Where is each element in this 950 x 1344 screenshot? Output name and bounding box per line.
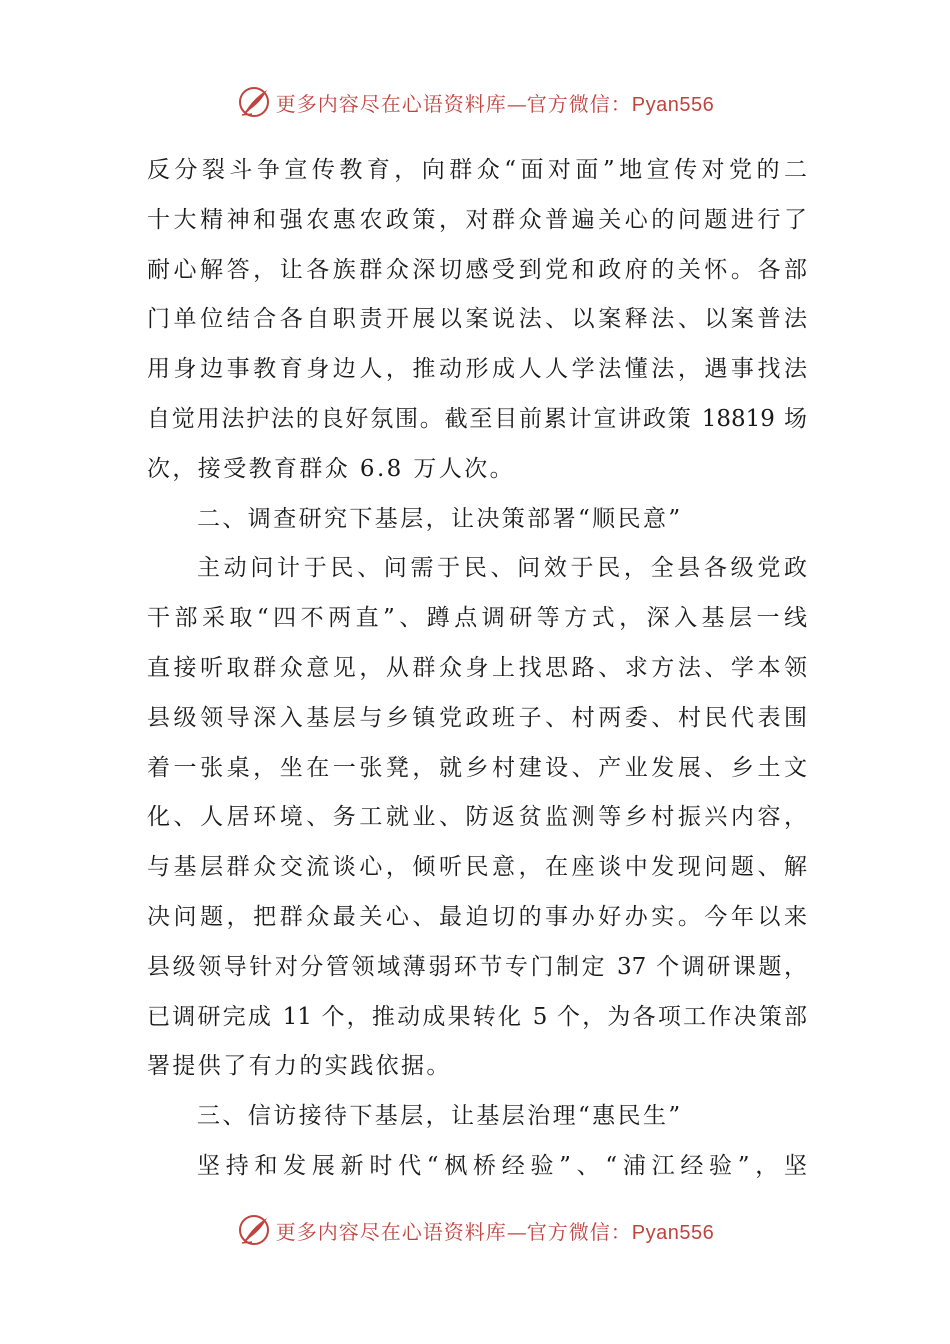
quill-pen-logo-icon	[236, 1212, 272, 1248]
paragraph-line: 与基层群众交流谈心，倾听民意，在座谈中发现问题、解	[147, 854, 807, 881]
header-watermark	[0, 82, 950, 122]
paragraph-line: 自觉用法护法的良好氛围。截至目前累计宣讲政策 18819 场	[147, 405, 807, 432]
paragraph-line: 化、人居环境、务工就业、防返贫监测等乡村振兴内容，	[147, 804, 807, 831]
paragraph-line: 县级领导针对分管领域薄弱环节专门制定 37 个调研课题，	[147, 953, 807, 980]
section-heading: 三、信访接待下基层，让基层治理“惠民生”	[197, 1103, 683, 1130]
document-body	[147, 146, 807, 1192]
paragraph-line: 十大精神和强农惠农政策，对群众普遍关心的问题进行了	[147, 206, 807, 233]
paragraph-line: 次，接受教育群众 6.8 万人次。	[147, 455, 515, 482]
watermark-text: 更多内容尽在心语资料库—官方微信：Pyan556	[275, 1219, 715, 1244]
wechat-id: Pyan556	[631, 93, 715, 116]
paragraph-line: 直接听取群众意见，从群众身上找思路、求方法、学本领	[147, 654, 807, 681]
paragraph-line: 耐心解答，让各族群众深切感受到党和政府的关怀。各部	[147, 256, 807, 283]
paragraph-line: 主动问计于民、问需于民、问效于民，全县各级党政	[197, 555, 807, 582]
section-heading: 二、调查研究下基层，让决策部署“顺民意”	[197, 505, 683, 532]
paragraph-line: 已调研完成 11 个，推动成果转化 5 个，为各项工作决策部	[147, 1003, 807, 1030]
paragraph-line: 反分裂斗争宣传教育，向群众“面对面”地宣传对党的二	[147, 157, 807, 183]
paragraph-line: 着一张桌，坐在一张凳，就乡村建设、产业发展、乡土文	[147, 754, 807, 781]
paragraph-line: 门单位结合各自职责开展以案说法、以案释法、以案普法	[147, 306, 807, 333]
paragraph-line: 坚持和发展新时代“枫桥经验”、“浦江经验”，坚	[197, 1152, 807, 1179]
footer-watermark	[0, 1210, 950, 1250]
paragraph-line: 干部采取“四不两直”、蹲点调研等方式，深入基层一线	[147, 605, 807, 632]
paragraph-line: 县级领导深入基层与乡镇党政班子、村两委、村民代表围	[147, 704, 807, 731]
paragraph-line: 署提供了有力的实践依据。	[147, 1053, 452, 1080]
wechat-id: Pyan556	[631, 1221, 715, 1244]
paragraph-line: 决问题，把群众最关心、最迫切的事办好办实。今年以来	[147, 903, 807, 930]
paragraph-line: 用身边事教育身边人，推动形成人人学法懂法，遇事找法	[147, 356, 807, 383]
watermark-text: 更多内容尽在心语资料库—官方微信：Pyan556	[275, 91, 715, 116]
quill-pen-logo-icon	[236, 84, 272, 120]
